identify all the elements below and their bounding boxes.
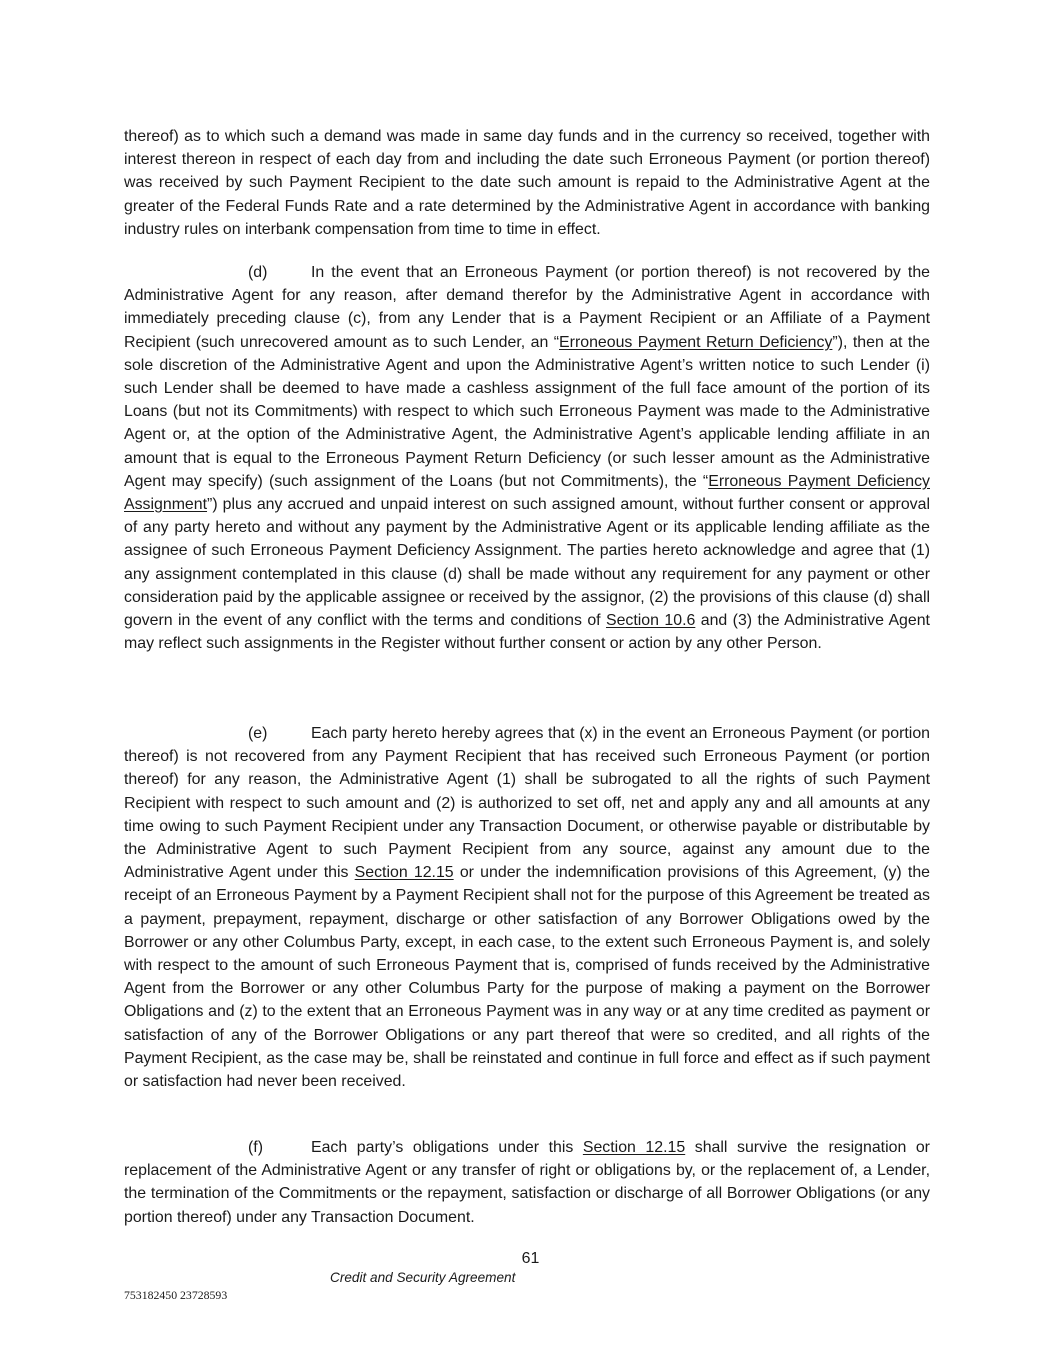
page-number: 61 (521, 1250, 540, 1267)
clause-e-text-2: or under the indemnification provisions of this Agreement, (y) the receipt of an Erroneous Payment by a Payment Recipient shall not for the purpose of this Agreement be treated as a payment, prepayment, repayment, discharge or other satisfaction of any Borrower Obligations owed by the Borrower or any other Columbus Party, except, in each case, to the extent such Erroneous Payment is, and solely with respect to the amount of such Erroneous Payment that is, comprised of funds received by the Administrative Agent from the Borrower or any other Columbus Party for the purpose of making a payment on the Borrower Obligations and (z) to the extent that an Erroneous Payment was in any way or at any time credited as payment or satisfaction of any of the Borrower Obligations or any part thereof that were so credited, and all rights of the Payment Recipient, as the case may be, shall be reinstated and continue in full force and effect as if such payment or satisfaction had never been received. (124, 864, 930, 1091)
clause-d-text-4: and (3) the Administrative Agent may reflect such assignments in the Register without further consent or action by any other Person. (124, 612, 930, 653)
defined-term-erroneous-payment-return-deficiency: Erroneous Payment Return Deficiency (559, 333, 833, 351)
paragraph-clause-f (124, 1136, 930, 1229)
clause-label-f: (f) (248, 1139, 263, 1156)
clause-d-text-1: In the event that an Erroneous Payment (or portion thereof) is not recovered by the Administrative Agent for any reason, after demand therefor by the Administrative Agent in accordance with immediately preceding clause (c), from any Lender that is a Payment Recipient or an Affiliate of a Payment Recipient (such unrecovered amount as to such Lender, an “ (124, 264, 930, 351)
paragraph-continuation (124, 125, 930, 241)
footer-document-title: Credit and Security Agreement (330, 1270, 516, 1285)
clause-label-d: (d) (248, 264, 268, 281)
clause-label-e: (e) (248, 725, 268, 742)
clause-f-text-1: Each party’s obligations under this (311, 1139, 583, 1156)
clause-d-text-3: ”) plus any accrued and unpaid interest on such assigned amount, without further consent or approval of any party hereto and without any payment by the Administrative Agent or its applicable lending affiliate as the assignee of such Erroneous Payment Deficiency Assignment. The parties hereto acknowledge and agree that (1) any assignment contemplated in this clause (d) shall be made without any requirement for any payment or other consideration paid by the applicable assignee or received by the assignor, (2) the provisions of this clause (d) shall govern in the event of any conflict with the terms and conditions of (124, 496, 930, 630)
paragraph-clause-e (124, 722, 930, 1093)
section-reference-12-15: Section 12.15 (354, 864, 454, 882)
clause-d-text-2: ”), then at the sole discretion of the Administrative Agent and upon the Administrative Agent’s written notice to such Lender (i) such Lender shall be deemed to have made a cashless assignment of the full face amount of the portion of its Loans (but not its Commitments) with respect to which such Erroneous Payment was made to the Administrative Agent or, at the option of the Administrative Agent, the Administrative Agent’s applicable lending affiliate in an amount that is equal to the Erroneous Payment Return Deficiency (or such lesser amount as the Administrative Agent may specify) (such assignment of the Loans (but not Commitments), the “ (124, 333, 931, 490)
footer-document-id: 753182450 23728593 (124, 1288, 228, 1302)
section-reference-12-15: Section 12.15 (582, 1139, 686, 1156)
clause-f-text-2: shall survive the resignation or replacement of the Administrative Agent or any transfer of right or obligations by, or the replacement of, a Lender, the termination of the Commitments or the repayment, satisfaction or discharge of all Borrower Obligations (or any portion thereof) under any Transaction Document. (124, 1139, 930, 1226)
paragraph-text: thereof) as to which such a demand was made in same day funds and in the currency so received, together with interest thereon in respect of each day from and including the date such Erroneous Payment (or portion thereof) was received by such Payment Recipient to the date such amount is repaid to the Administrative Agent at the greater of the Federal Funds Rate and a rate determined by the Administrative Agent in accordance with banking industry rules on interbank compensation from time to time in effect. (124, 128, 930, 238)
section-reference-10-6: Section 10.6 (605, 612, 696, 630)
defined-term-erroneous-payment-deficiency-assignment: Erroneous Payment Deficiency Assignment (124, 472, 930, 514)
paragraph-clause-d (124, 261, 930, 655)
clause-e-text-1: Each party hereto hereby agrees that (x) in the event an Erroneous Payment (or portion thereof) is not recovered from any Payment Recipient that has received such Erroneous Payment (or portion thereof) for any reason, the Administrative Agent (1) shall be subrogated to all the rights of such Payment Recipient with respect to such amount and (2) is authorized to set off, net and apply any and all amounts at any time owing to such Payment Recipient under any Transaction Document, or otherwise payable or distributable by the Administrative Agent to such Payment Recipient from any source, against any amount due to the Administrative Agent under this (124, 725, 930, 882)
